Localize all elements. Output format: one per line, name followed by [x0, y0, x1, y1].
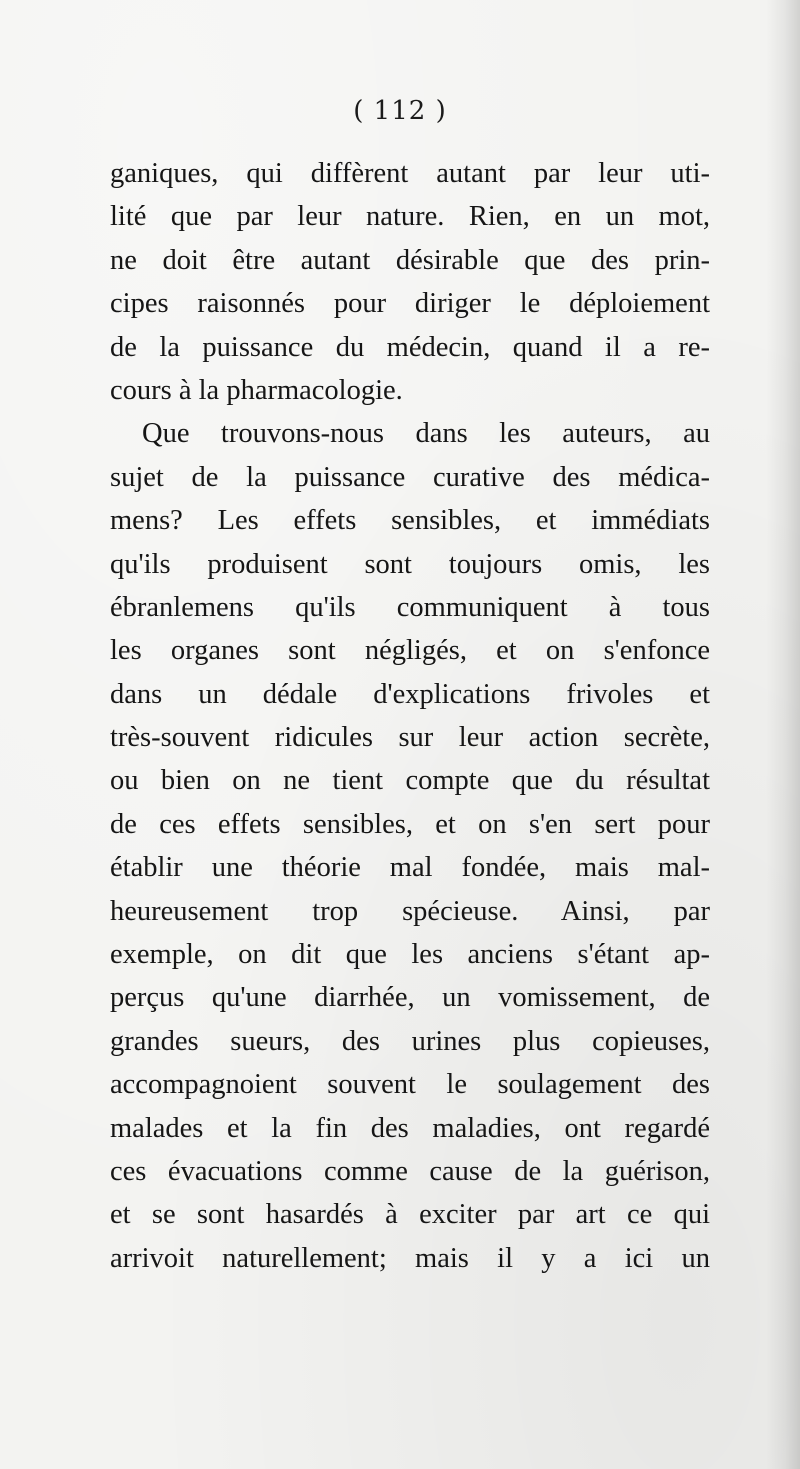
text-line: dans un dédale d'explications frivoles et — [110, 678, 710, 710]
text-line: ou bien on ne tient compte que du résultat — [110, 765, 710, 797]
text-line: ne doit être autant désirable que des prin- — [110, 244, 710, 276]
text-line: cours à la pharmacologie. — [110, 374, 403, 406]
text-line: ces évacuations comme cause de la guérison, — [110, 1155, 710, 1187]
text-line: très-souvent ridicules sur leur action secrète, — [110, 722, 710, 754]
text-line: arrivoit naturellement; mais il y a ici un — [110, 1242, 710, 1274]
text-line: ganiques, qui diffèrent autant par leur uti- — [110, 158, 710, 189]
text-line: de ces effets sensibles, et on s'en sert pour — [110, 808, 710, 840]
page-edge-shadow — [766, 0, 800, 1469]
text-line: cipes raisonnés pour diriger le déploiement — [110, 288, 710, 320]
text-line: malades et la fin des maladies, ont regardé — [110, 1112, 710, 1144]
text-line: accompagnoient souvent le soulagement des — [110, 1069, 710, 1101]
page-number: ( 112 ) — [353, 96, 447, 126]
text-line: ébranlemens qu'ils communiquent à tous — [110, 591, 710, 623]
text-line: qu'ils produisent sont toujours omis, les — [110, 548, 710, 580]
paragraph-start-line: Que trouvons-nous dans les auteurs, au — [142, 418, 710, 450]
text-line: heureusement trop spécieuse. Ainsi, par — [110, 895, 710, 927]
text-line: sujet de la puissance curative des médica- — [110, 461, 710, 493]
text-line: exemple, on dit que les anciens s'étant ap- — [110, 939, 710, 971]
text-line: lité que par leur nature. Rien, en un mot, — [110, 201, 710, 233]
body-text — [110, 152, 710, 1280]
text-line: et se sont hasardés à exciter par art ce qui — [110, 1199, 710, 1231]
text-line: perçus qu'une diarrhée, un vomissement, de — [110, 982, 710, 1014]
text-line: mens? Les effets sensibles, et immédiats — [110, 505, 710, 537]
text-line: établir une théorie mal fondée, mais mal- — [110, 852, 710, 884]
text-line: grandes sueurs, des urines plus copieuses, — [110, 1025, 710, 1057]
text-line: les organes sont négligés, et on s'enfonce — [110, 635, 710, 667]
text-line: de la puissance du médecin, quand il a re- — [110, 331, 710, 363]
